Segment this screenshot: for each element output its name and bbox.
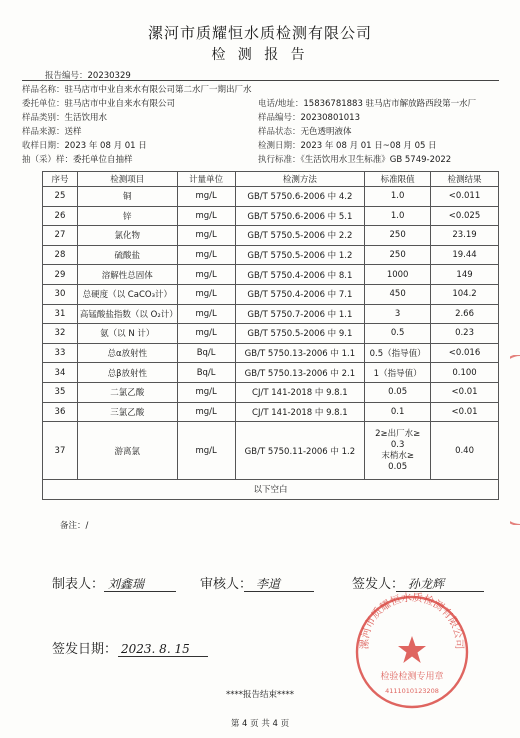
cell-no: 28 bbox=[43, 245, 78, 265]
cell-unit: mg/L bbox=[177, 206, 235, 226]
cell-result: 0.100 bbox=[431, 363, 499, 383]
cell-method: CJ/T 141-2018 中 9.8.1 bbox=[235, 402, 365, 422]
cell-unit: mg/L bbox=[177, 187, 235, 207]
sample-source-value: 送样 bbox=[64, 127, 82, 137]
cell-item: 总α放射性 bbox=[77, 343, 177, 363]
sample-number bbox=[258, 111, 360, 123]
cell-result: 104.2 bbox=[431, 284, 499, 304]
cell-no: 35 bbox=[43, 382, 78, 402]
header-no: 序号 bbox=[43, 172, 78, 187]
table-row bbox=[43, 363, 499, 383]
test-date-label: 检测日期： bbox=[258, 141, 301, 151]
cell-unit: mg/L bbox=[177, 265, 235, 285]
sample-source-label: 样品来源： bbox=[22, 127, 65, 137]
seal-code: 4111010123208 bbox=[385, 687, 439, 695]
issue-date-label: 签发日期： bbox=[52, 642, 118, 657]
issue-date bbox=[52, 638, 190, 657]
reviewer-signature: 李道 bbox=[256, 577, 281, 591]
seal-arc-text: 漯河市质耀恒水质检测有限公司 bbox=[358, 592, 466, 650]
cell-limit bbox=[365, 422, 431, 480]
cell-limit: 1000 bbox=[365, 265, 431, 285]
cell-result: 149 bbox=[431, 265, 499, 285]
cell-no: 36 bbox=[43, 402, 78, 422]
sampling-label: 抽（采）样： bbox=[22, 155, 74, 165]
table-row bbox=[43, 265, 499, 285]
cell-unit: mg/L bbox=[177, 402, 235, 422]
header-divider bbox=[22, 80, 499, 81]
cell-item: 锌 bbox=[77, 206, 177, 226]
cell-method: GB/T 5750.7-2006 中 1.1 bbox=[235, 304, 365, 324]
prepared-by-underline bbox=[104, 591, 176, 592]
prepared-by-signature: 刘鑫瑞 bbox=[108, 577, 145, 591]
header-item: 检测项目 bbox=[77, 172, 177, 187]
phone-address bbox=[258, 97, 476, 109]
header-limit: 标准限值 bbox=[365, 172, 431, 187]
seal-center-text: 检验检测专用章 bbox=[380, 672, 444, 682]
cell-unit: mg/L bbox=[177, 324, 235, 344]
cell-method: GB/T 5750.13-2006 中 1.1 bbox=[235, 343, 365, 363]
sample-type-value: 生活饮用水 bbox=[64, 113, 108, 123]
cell-method: GB/T 5750.11-2006 中 1.2 bbox=[235, 422, 365, 480]
table-row bbox=[43, 187, 499, 207]
sample-name-label: 样品名称： bbox=[22, 85, 65, 95]
cell-method: GB/T 5750.6-2006 中 4.2 bbox=[235, 187, 365, 207]
cell-method: GB/T 5750.5-2006 中 1.2 bbox=[235, 245, 365, 265]
cell-no: 31 bbox=[43, 304, 78, 324]
phone-address-label: 电话/地址： bbox=[258, 99, 304, 109]
cell-no: 29 bbox=[43, 265, 78, 285]
limit-line: 末梢水≥ bbox=[381, 450, 414, 461]
client-label: 委托单位： bbox=[22, 99, 65, 109]
cell-no: 26 bbox=[43, 206, 78, 226]
cell-item: 铜 bbox=[77, 187, 177, 207]
cell-result: 0.23 bbox=[431, 324, 499, 344]
limit-line: 0.05 bbox=[388, 461, 408, 472]
header-method: 检测方法 bbox=[235, 172, 365, 187]
cell-item: 硫酸盐 bbox=[77, 245, 177, 265]
cell-limit: 0.1 bbox=[365, 402, 431, 422]
reviewer-label: 审核人： bbox=[200, 577, 253, 592]
cell-no: 25 bbox=[43, 187, 78, 207]
sampling bbox=[22, 153, 133, 165]
table-row bbox=[43, 324, 499, 344]
received-date-label: 收样日期： bbox=[22, 141, 65, 151]
table-header-row bbox=[43, 172, 499, 187]
table-row bbox=[43, 343, 499, 363]
sample-number-value: 20230801013 bbox=[300, 113, 361, 123]
cell-method: CJ/T 141-2018 中 9.8.1 bbox=[235, 382, 365, 402]
table-footer-row bbox=[43, 480, 499, 500]
cell-unit: mg/L bbox=[177, 304, 235, 324]
cell-unit: mg/L bbox=[177, 422, 235, 480]
cell-method: GB/T 5750.13-2006 中 2.1 bbox=[235, 363, 365, 383]
cell-result: <0.01 bbox=[431, 402, 499, 422]
cell-no: 30 bbox=[43, 284, 78, 304]
client bbox=[22, 97, 175, 109]
report-number-value: 20230329 bbox=[87, 71, 131, 81]
issue-date-underline bbox=[118, 656, 208, 657]
cell-no: 34 bbox=[43, 363, 78, 383]
table-row bbox=[43, 304, 499, 324]
cell-item: 二氯乙酸 bbox=[77, 382, 177, 402]
cell-limit: 450 bbox=[365, 284, 431, 304]
sample-status-label: 样品状态： bbox=[258, 127, 301, 137]
cell-method: GB/T 5750.6-2006 中 5.1 bbox=[235, 206, 365, 226]
sample-type-label: 样品类别： bbox=[22, 113, 65, 123]
test-date-value: 2023 年 08 月 01 日~08 月 05 日 bbox=[300, 141, 437, 151]
received-date bbox=[22, 139, 147, 151]
standard-label: 执行标准： bbox=[258, 155, 301, 165]
cell-unit: mg/L bbox=[177, 245, 235, 265]
table-row bbox=[43, 206, 499, 226]
results-table bbox=[42, 171, 499, 500]
cell-result: <0.01 bbox=[431, 382, 499, 402]
cell-item: 三氯乙酸 bbox=[77, 402, 177, 422]
approver-label: 签发人： bbox=[352, 577, 405, 592]
cell-limit: 0.05 bbox=[365, 382, 431, 402]
cell-unit: mg/L bbox=[177, 284, 235, 304]
cell-result: 23.19 bbox=[431, 226, 499, 246]
cell-no: 33 bbox=[43, 343, 78, 363]
cell-result: <0.025 bbox=[431, 206, 499, 226]
cell-limit: 1（指导值） bbox=[365, 363, 431, 383]
table-row bbox=[43, 402, 499, 422]
sample-source bbox=[22, 125, 82, 137]
sampling-value: 委托单位自抽样 bbox=[73, 155, 133, 165]
standard-value: 《生活饮用水卫生标准》GB 5749-2022 bbox=[300, 155, 452, 165]
approver-signature: 孙龙辉 bbox=[408, 577, 445, 591]
limit-line: 2≥出厂水≥ bbox=[375, 428, 421, 439]
header-result: 检测结果 bbox=[431, 172, 499, 187]
cell-result: 0.40 bbox=[431, 422, 499, 480]
cell-item: 氯化物 bbox=[77, 226, 177, 246]
prepared-by-label: 制表人： bbox=[52, 577, 105, 592]
page-number: 第 4 页 共 4 页 bbox=[230, 719, 290, 729]
reviewer-underline bbox=[244, 591, 314, 592]
cell-item: 总β放射性 bbox=[77, 363, 177, 383]
cell-result: 2.66 bbox=[431, 304, 499, 324]
cell-limit: 250 bbox=[365, 245, 431, 265]
cell-item: 高锰酸盐指数（以 O₂计） bbox=[77, 304, 177, 324]
cell-limit: 3 bbox=[365, 304, 431, 324]
prepared-by bbox=[52, 573, 144, 592]
cell-item: 溶解性总固体 bbox=[77, 265, 177, 285]
cell-limit: 1.0 bbox=[365, 187, 431, 207]
edge-seal-mark bbox=[510, 355, 520, 525]
cell-unit: mg/L bbox=[177, 382, 235, 402]
report-end-mark: ****报告结束**** bbox=[225, 690, 294, 700]
received-date-value: 2023 年 08 月 01 日 bbox=[64, 141, 147, 151]
table-row bbox=[43, 422, 499, 480]
cell-unit: Bq/L bbox=[177, 363, 235, 383]
cell-limit: 0.5 bbox=[365, 324, 431, 344]
cell-result: <0.016 bbox=[431, 343, 499, 363]
star-icon bbox=[398, 636, 426, 663]
cell-unit: Bq/L bbox=[177, 343, 235, 363]
report-number-label: 报告编号： bbox=[45, 71, 88, 81]
header-unit: 计量单位 bbox=[177, 172, 235, 187]
approver bbox=[352, 573, 444, 592]
standard bbox=[258, 153, 451, 165]
table-row bbox=[43, 382, 499, 402]
sample-name-value: 驻马店市中业自来水有限公司第二水厂一期出厂水 bbox=[64, 85, 252, 95]
cell-result: <0.011 bbox=[431, 187, 499, 207]
cell-limit: 0.5（指导值） bbox=[365, 343, 431, 363]
cell-method: GB/T 5750.5-2006 中 9.1 bbox=[235, 324, 365, 344]
phone-address-value: 15836781883 驻马店市解放路西段第一水厂 bbox=[303, 99, 477, 109]
cell-no: 32 bbox=[43, 324, 78, 344]
limit-line: 0.3 bbox=[390, 439, 405, 450]
client-value: 驻马店市中业自来水有限公司 bbox=[64, 99, 176, 109]
cell-unit: mg/L bbox=[177, 226, 235, 246]
report-title: 检 测 报 告 bbox=[211, 47, 309, 63]
table-row bbox=[43, 284, 499, 304]
sample-name bbox=[22, 83, 252, 95]
cell-no: 27 bbox=[43, 226, 78, 246]
sample-status-value: 无色透明液体 bbox=[300, 127, 352, 137]
reviewer bbox=[200, 573, 280, 592]
table-row bbox=[43, 245, 499, 265]
test-date bbox=[258, 139, 437, 151]
cell-limit: 1.0 bbox=[365, 206, 431, 226]
cell-item: 氨（以 N 计） bbox=[77, 324, 177, 344]
cell-method: GB/T 5750.4-2006 中 7.1 bbox=[235, 284, 365, 304]
sample-status bbox=[258, 125, 352, 137]
blank-below-note: 以下空白 bbox=[43, 480, 499, 500]
cell-limit: 250 bbox=[365, 226, 431, 246]
cell-result: 19.44 bbox=[431, 245, 499, 265]
company-title: 漯河市质耀恒水质检测有限公司 bbox=[147, 24, 372, 42]
issue-date-value: 2023. 8. 15 bbox=[121, 642, 190, 656]
sample-number-label: 样品编号： bbox=[258, 113, 301, 123]
cell-no: 37 bbox=[43, 422, 78, 480]
cell-item: 游离氯 bbox=[77, 422, 177, 480]
remark: 备注：/ bbox=[60, 521, 89, 531]
cell-method: GB/T 5750.5-2006 中 2.2 bbox=[235, 226, 365, 246]
cell-method: GB/T 5750.4-2006 中 8.1 bbox=[235, 265, 365, 285]
cell-item: 总硬度（以 CaCO₃计） bbox=[77, 284, 177, 304]
table-row bbox=[43, 226, 499, 246]
sample-type bbox=[22, 111, 107, 123]
